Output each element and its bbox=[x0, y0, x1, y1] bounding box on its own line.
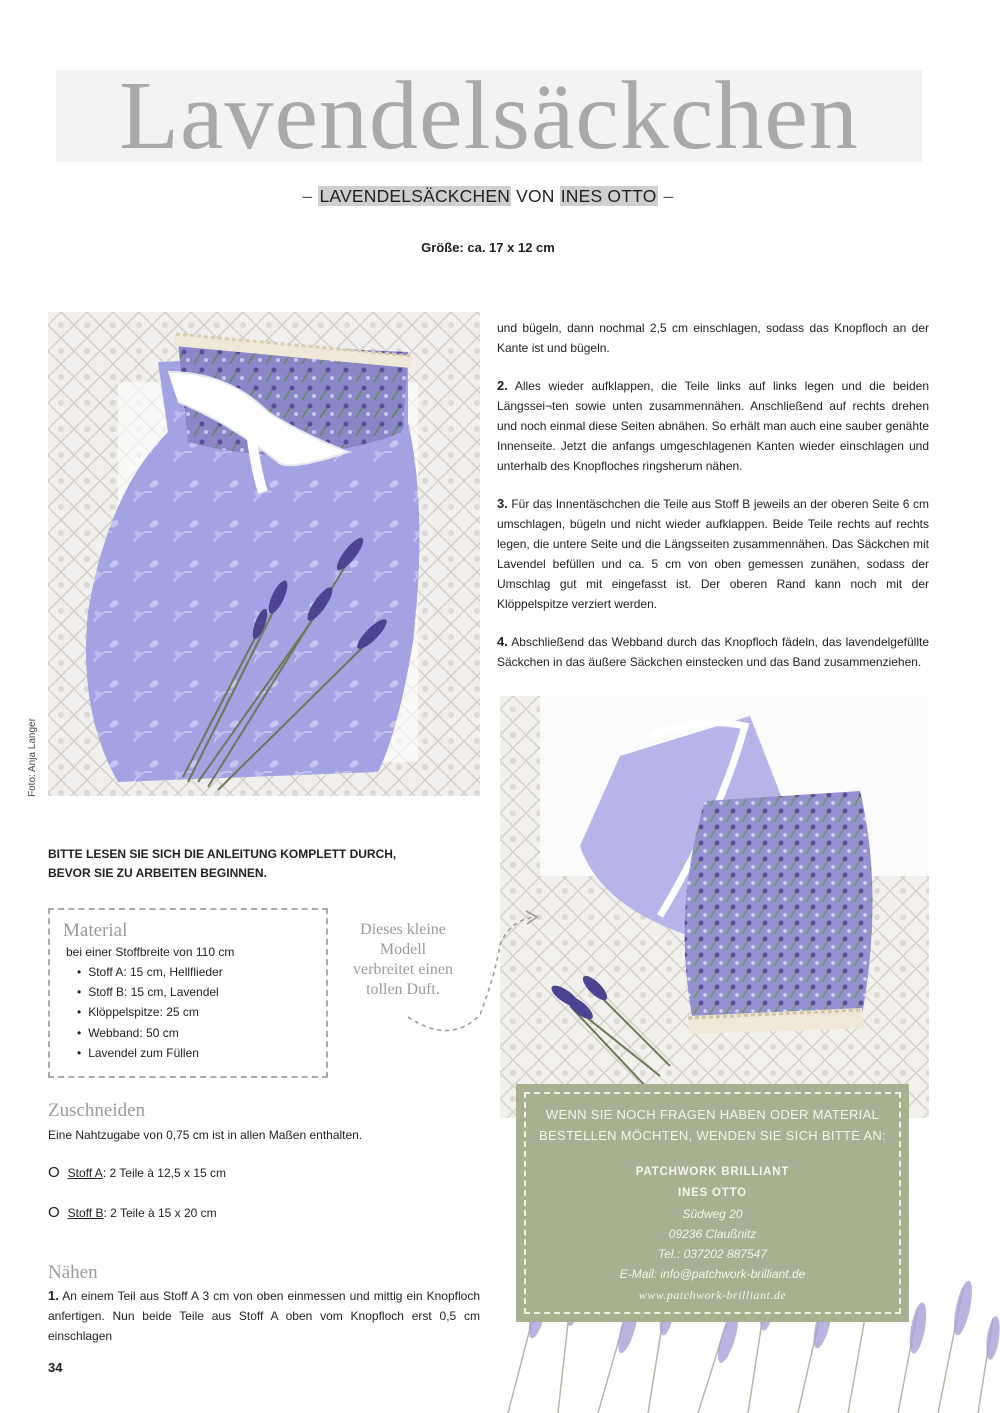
cut-item-stoff-b bbox=[48, 1204, 217, 1221]
material-item: • Klöppelspitze: 25 cm bbox=[77, 1002, 313, 1022]
cut-dimensions: : 2 Teile à 15 x 20 cm bbox=[103, 1206, 217, 1220]
side-note-line: Modell bbox=[379, 941, 427, 958]
material-list bbox=[63, 962, 313, 1063]
material-box bbox=[48, 908, 328, 1078]
contact-email: E-Mail: info@patchwork-brilliant.de bbox=[619, 1267, 806, 1281]
side-note-line: tollen Duft. bbox=[366, 981, 440, 998]
subtitle-author: INES OTTO bbox=[560, 186, 657, 206]
contact-box bbox=[516, 1084, 909, 1322]
instruction-text: An einem Teil aus Stoff A 3 cm von oben einmessen und mittig ein Knopfloch anfertigen. Nun beide Teile aus Stoff A oben vom Knopfloch erst 0,5 cm einschlagen bbox=[48, 1289, 480, 1343]
cut-fabric-label: Stoff B bbox=[67, 1206, 104, 1220]
contact-person: INES OTTO bbox=[678, 1187, 747, 1199]
instructions-right-column bbox=[497, 318, 929, 690]
seam-allowance-note: Eine Nahtzugabe von 0,75 cm ist in allen Maßen enthalten. bbox=[48, 1128, 363, 1142]
side-note-line: Dieses kleine bbox=[360, 921, 446, 938]
instruction-step-3 bbox=[497, 494, 929, 614]
size-label: Größe: bbox=[421, 240, 464, 255]
lavender-bag-photo bbox=[48, 312, 480, 796]
dashed-arrow-icon bbox=[400, 905, 545, 1045]
material-item: • Lavendel zum Füllen bbox=[77, 1043, 313, 1063]
photo-credit-text: Foto: Anja Langer bbox=[27, 718, 38, 797]
contact-website: www.patchwork-brilliant.de bbox=[638, 1288, 787, 1302]
instruction-step-2 bbox=[497, 376, 929, 476]
step-number: 3. bbox=[497, 496, 508, 511]
contact-street: Südweg 20 bbox=[682, 1207, 743, 1221]
notice-line: BITTE LESEN SIE SICH DIE ANLEITUNG KOMPLETT DURCH, bbox=[48, 847, 397, 861]
photo-credit bbox=[26, 705, 38, 800]
step-number: 4. bbox=[497, 634, 508, 649]
article-subtitle bbox=[0, 186, 976, 206]
step-number: 2. bbox=[497, 378, 508, 393]
instruction-step-1 bbox=[48, 1286, 480, 1346]
page-title: Lavendelsäckchen bbox=[56, 70, 922, 162]
side-note-line: verbreitet einen bbox=[353, 961, 453, 978]
subtitle-dash-right: – bbox=[663, 186, 674, 206]
cut-fabric-label: Stoff A bbox=[67, 1166, 103, 1180]
cut-bullet: O bbox=[48, 1204, 60, 1221]
contact-question-line: BESTELLEN MÖCHTEN, WENDEN SIE SICH BITTE AN: bbox=[539, 1128, 886, 1143]
instruction-text: Für das Innentäschchen die Teile aus Stoff B jeweils an der oberen Seite 6 cm umschlagen, bügeln und nicht wieder aufklappen. Beide Teile rechts auf rechts legen, die untere Seite und die Längsseiten zusammennähen. Das Säckchen mit Lavendel befüllen und ca. 5 cm von oben gemessen zunähen, sodass der Umschlag gut mit eingefasst ist. Der oberen Rand kann noch mit der Klöppelspitze verziert werden. bbox=[497, 497, 929, 611]
contact-city: 09236 Claußnitz bbox=[668, 1227, 757, 1241]
instruction-continued bbox=[497, 318, 929, 358]
contact-company: PATCHWORK BRILLIANT bbox=[635, 1166, 790, 1178]
read-instructions-notice bbox=[48, 845, 448, 883]
instruction-text: Abschließend das Webband durch das Knopfloch fädeln, das lavendelgefüllte Säckchen in das äußere Säckchen einstecken und das Band zusammenziehen. bbox=[497, 635, 929, 669]
subtitle-dash-left: – bbox=[302, 186, 313, 206]
subtitle-by: VON bbox=[511, 186, 560, 206]
material-item: • Webband: 50 cm bbox=[77, 1023, 313, 1043]
lavender-bag-detail-photo bbox=[500, 696, 929, 1118]
material-item: • Stoff A: 15 cm, Hellflieder bbox=[77, 962, 313, 982]
cut-bullet: O bbox=[48, 1164, 60, 1181]
cutting-heading: Zuschneiden bbox=[48, 1100, 146, 1121]
contact-text bbox=[516, 1104, 909, 1306]
contact-question-line: WENN SIE NOCH FRAGEN HABEN ODER MATERIAL bbox=[545, 1107, 880, 1122]
instruction-step-4 bbox=[497, 632, 929, 672]
material-item: • Stoff B: 15 cm, Lavendel bbox=[77, 982, 313, 1002]
material-heading: Material bbox=[63, 920, 128, 941]
size-info bbox=[0, 240, 976, 255]
page-number: 34 bbox=[48, 1360, 63, 1375]
cut-dimensions: : 2 Teile à 12,5 x 15 cm bbox=[102, 1166, 226, 1180]
subtitle-highlight: LAVENDELSÄCKCHEN bbox=[319, 186, 511, 206]
notice-line: BEVOR SIE ZU ARBEITEN BEGINNEN. bbox=[48, 866, 267, 880]
instruction-text: Alles wieder aufklappen, die Teile links auf links legen und die beiden Längssei¬ten sowie unten zusammennähen. Anschließend auf rechts drehen und noch einmal diese Seiten abnähen. So erhält man auch eine sauber genähte Innenseite. Jetzt die anfangs umgeschlagenen Kanten wieder einschlagen und unterhalb des Knopfloches ringsherum nähen. bbox=[497, 379, 929, 473]
sewing-heading: Nähen bbox=[48, 1262, 98, 1283]
size-value: ca. 17 x 12 cm bbox=[463, 240, 555, 255]
contact-phone: Tel.: 037202 887547 bbox=[658, 1247, 767, 1261]
step-number: 1. bbox=[48, 1288, 59, 1303]
instruction-text: und bügeln, dann nochmal 2,5 cm einschlagen, sodass das Knopfloch an der Kante ist und bügeln. bbox=[497, 321, 929, 355]
material-fabric-width: bei einer Stoffbreite von 110 cm bbox=[66, 945, 235, 959]
cut-item-stoff-a bbox=[48, 1164, 226, 1181]
